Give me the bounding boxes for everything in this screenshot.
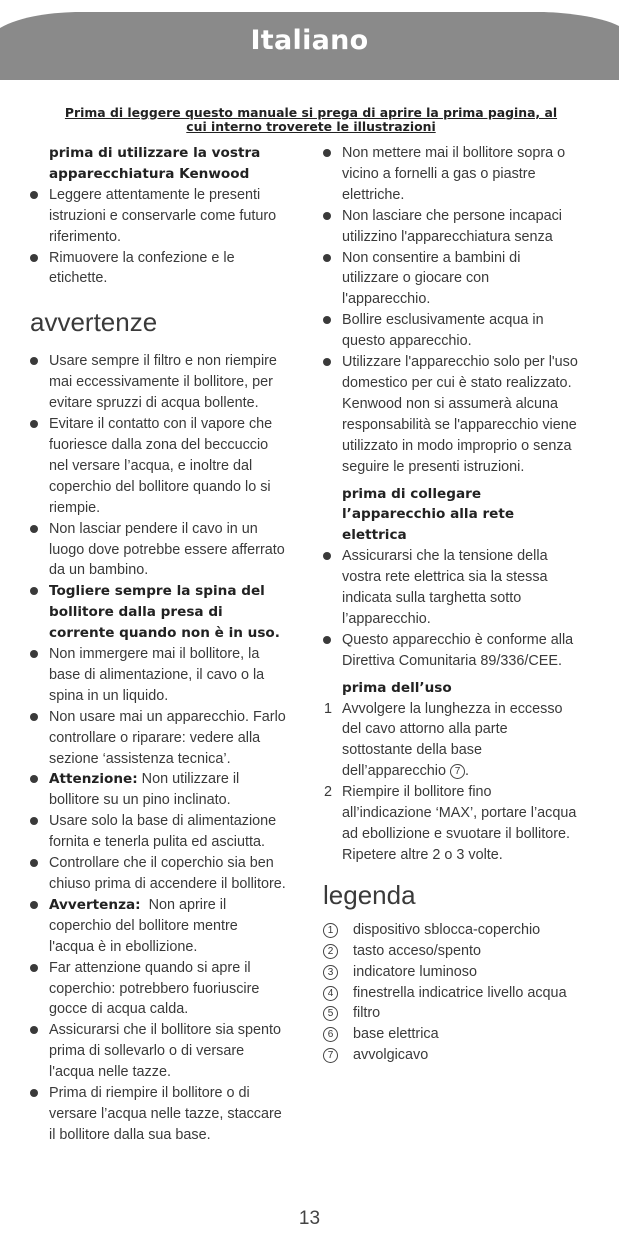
legend-number: 7 xyxy=(323,1048,338,1063)
list-item xyxy=(30,414,302,519)
bullet-icon xyxy=(30,1089,38,1097)
bullet-icon xyxy=(30,357,38,365)
item-line: responsabilità se l'apparecchio viene xyxy=(342,416,577,433)
warning-label: Avvertenza: xyxy=(49,896,141,913)
legend-label: tasto acceso/spento xyxy=(353,942,481,959)
numbered-item xyxy=(323,699,595,783)
legend-label: indicatore luminoso xyxy=(353,963,477,980)
item-line: gocce di acqua calda. xyxy=(49,1001,189,1018)
item-line: utilizzino l'apparecchiatura senza xyxy=(342,228,553,245)
intro-line: Prima di leggere questo manuale si prega di aprire la prima pagina, al xyxy=(64,105,558,120)
item-line: Non consentire a bambini di xyxy=(342,249,521,266)
item-line: all’indicazione ‘MAX’, portare l’acqua xyxy=(342,805,577,822)
item-line: Riempire il bollitore fino xyxy=(342,784,492,801)
item-line: corrente quando non è in uso. xyxy=(49,625,280,642)
bullet-icon xyxy=(30,901,38,909)
list-item xyxy=(30,519,302,582)
item-line: prima di sollevarlo o di versare xyxy=(49,1043,245,1060)
list-item xyxy=(30,769,302,811)
item-text: dell’apparecchio xyxy=(342,763,447,780)
item-line: l'apparecchio. xyxy=(342,291,431,308)
bullet-icon xyxy=(30,254,38,262)
item-line: Questo apparecchio è conforme alla xyxy=(342,631,574,648)
item-line: ad ebollizione e svuotare il bollitore. xyxy=(342,826,570,842)
bullet-icon xyxy=(30,650,38,658)
item-line: del cavo attorno alla parte xyxy=(342,721,508,738)
legend-item xyxy=(323,920,595,941)
bullet-icon xyxy=(30,859,38,867)
item-line: elettriche. xyxy=(342,186,405,203)
item-line: chiuso prima di accendere il bollitore. xyxy=(49,876,286,892)
item-line: riferimento. xyxy=(49,228,121,245)
item-text: Non aprire il xyxy=(148,896,227,913)
item-line: l’apparecchio. xyxy=(342,610,431,627)
legend-number: 6 xyxy=(323,1027,338,1042)
legend-label: filtro xyxy=(353,1005,381,1022)
item-line: luogo dove potrebbe essere afferrato xyxy=(49,541,285,558)
list-item xyxy=(323,630,595,672)
item-line: riempie. xyxy=(49,499,101,516)
item-line: Non usare mai un apparecchio. Farlo xyxy=(49,708,286,725)
first-use-heading xyxy=(323,678,595,699)
page-title: Italiano xyxy=(250,25,369,56)
item-line: seguire le presenti istruzioni. xyxy=(342,458,525,475)
item-line: utilizzare o giocare con xyxy=(342,270,490,287)
list-item xyxy=(30,644,302,707)
item-line: Utilizzare l'apparecchio solo per l'uso xyxy=(342,354,578,371)
item-line: Direttiva Comunitaria 89/336/CEE. xyxy=(342,652,562,669)
legend-item xyxy=(323,1024,595,1045)
item-line: Ripetere altre 2 o 3 volte. xyxy=(342,846,503,863)
attention-label: Attenzione: xyxy=(49,771,138,788)
list-item xyxy=(30,248,302,290)
item-line: coperchio del bollitore mentre xyxy=(49,917,238,934)
legend-number: 1 xyxy=(323,923,338,938)
bullet-icon xyxy=(30,420,38,428)
item-line: domestico per cui è stato realizzato. xyxy=(342,374,572,391)
item-line: istruzioni e conservarle come futuro xyxy=(49,207,277,224)
right-column xyxy=(323,143,595,1066)
bullet-icon xyxy=(30,775,38,783)
bullet-icon xyxy=(323,254,331,262)
legend-number: 4 xyxy=(323,986,338,1001)
item-text-end: . xyxy=(465,763,470,780)
list-item xyxy=(323,546,595,630)
bullet-icon xyxy=(323,636,331,644)
legend-label: finestrella indicatrice livello acqua xyxy=(353,984,567,1001)
item-line: evitare spruzzi di acqua bollente. xyxy=(49,395,259,412)
item-line: Assicurarsi che la tensione della xyxy=(342,548,548,565)
item-line: bollitore dalla presa di xyxy=(49,604,223,621)
figure-ref-7: 7 xyxy=(450,764,465,779)
item-line: controllare o riparare: vedere alla xyxy=(49,729,261,746)
item-line: Assicurarsi che il bollitore sia spento xyxy=(49,1022,281,1039)
header-banner xyxy=(0,0,619,80)
item-line: Avvolgere la lunghezza in eccesso xyxy=(342,700,563,717)
item-line: Leggere attentamente le presenti xyxy=(49,186,261,203)
bullet-icon xyxy=(323,552,331,560)
item-line xyxy=(49,769,302,790)
list-item-bold xyxy=(30,581,302,644)
item-line: base di alimentazione, il cavo o la xyxy=(49,666,265,683)
heading-line: apparecchiatura Kenwood xyxy=(49,165,250,182)
legend-number: 2 xyxy=(323,944,338,959)
intro-note xyxy=(36,106,586,134)
list-item xyxy=(30,853,302,895)
bullet-icon xyxy=(323,358,331,366)
legend-item xyxy=(323,1003,595,1024)
item-line: Usare sempre il filtro e non riempire xyxy=(49,353,277,370)
item-line: Non lasciar pendere il cavo in un xyxy=(49,520,258,537)
bullet-icon xyxy=(323,212,331,220)
item-line: Non mettere mai il bollitore sopra o xyxy=(342,145,566,161)
list-item xyxy=(30,958,302,1021)
heading-line: prima di utilizzare la vostra xyxy=(49,145,261,161)
item-number: 1 xyxy=(324,700,333,717)
legend-number: 3 xyxy=(323,965,338,980)
bullet-icon xyxy=(30,191,38,199)
item-line: Evitare il contatto con il vapore che xyxy=(49,416,273,433)
list-item xyxy=(30,707,302,770)
list-item xyxy=(30,1020,302,1083)
left-column xyxy=(30,143,302,1146)
item-line: Kenwood non si assumerà alcuna xyxy=(342,395,558,412)
list-item xyxy=(30,811,302,853)
legend-item xyxy=(323,941,595,962)
item-line: Controllare che il coperchio sia ben xyxy=(49,855,274,872)
list-item xyxy=(30,1083,302,1146)
list-item xyxy=(323,352,595,477)
item-line: coperchio del bollitore quando lo si xyxy=(49,478,271,495)
numbered-item xyxy=(323,782,595,866)
legend-label: avvolgicavo xyxy=(353,1047,429,1064)
item-line: Prima di riempire il bollitore o di xyxy=(49,1085,250,1102)
list-item xyxy=(323,310,595,352)
bullet-icon xyxy=(30,964,38,972)
item-line: coperchio: potrebbero fuoriuscire xyxy=(49,980,260,997)
item-line: spina in un liquido. xyxy=(49,687,169,704)
item-line: etichette. xyxy=(49,270,108,287)
before-use-heading xyxy=(30,143,302,185)
item-line: Far attenzione quando si apre il xyxy=(49,959,251,976)
list-item xyxy=(323,206,595,248)
item-line xyxy=(342,761,595,782)
legend-number: 5 xyxy=(323,1006,338,1021)
legend-label: base elettrica xyxy=(353,1026,439,1043)
item-line: Togliere sempre la spina del xyxy=(49,583,265,600)
item-line: fuoriesce dalla zona del beccuccio xyxy=(49,436,269,453)
bullet-icon xyxy=(30,1026,38,1034)
page-number: 13 xyxy=(298,1208,321,1229)
bullet-icon xyxy=(30,587,38,595)
legend-label: dispositivo sblocca-coperchio xyxy=(353,921,541,938)
item-line: fornita e tenerla pulita ed asciutta. xyxy=(49,834,265,851)
bullet-icon xyxy=(323,316,331,324)
legend-item xyxy=(323,962,595,983)
item-line: sottostante della base xyxy=(342,742,483,759)
list-item xyxy=(30,185,302,248)
item-line: mai eccessivamente il bollitore, per xyxy=(49,374,273,391)
item-number: 2 xyxy=(324,784,333,801)
bullet-icon xyxy=(30,713,38,721)
item-line: sezione ‘assistenza tecnica’. xyxy=(49,750,231,767)
bullet-icon xyxy=(30,525,38,533)
item-line: bollitore su un pino inclinato. xyxy=(49,792,231,809)
item-line: vicino a fornelli a gas o piastre xyxy=(342,165,536,182)
bullet-icon xyxy=(323,149,331,157)
item-line: Rimuovere la confezione e le xyxy=(49,249,235,266)
item-line: il bollitore dalla sua base. xyxy=(49,1126,211,1143)
list-item xyxy=(323,143,595,206)
heading-line: elettrica xyxy=(342,527,407,544)
intro-line: cui interno troverete le illustrazioni xyxy=(186,119,436,134)
connect-heading xyxy=(323,484,595,547)
item-line: utilizzato in modo improprio o senza xyxy=(342,437,572,454)
heading-line: l’apparecchio alla rete xyxy=(342,506,515,523)
item-line: Usare solo la base di alimentazione xyxy=(49,813,277,830)
item-text: Non utilizzare il xyxy=(141,771,240,788)
legend-item xyxy=(323,1045,595,1066)
item-line: da un bambino. xyxy=(49,562,149,579)
item-line: questo apparecchio. xyxy=(342,333,472,350)
item-line: Non lasciare che persone incapaci xyxy=(342,207,562,224)
legend-item xyxy=(323,983,595,1004)
item-line: l'acqua nelle tazze. xyxy=(49,1064,171,1081)
legend-heading: legenda xyxy=(323,879,416,910)
item-line: nel versare l’acqua, e inoltre dal xyxy=(49,457,253,474)
item-line: vostra rete elettrica sia la stessa xyxy=(342,569,548,586)
item-line: l'acqua è in ebollizione. xyxy=(49,938,198,955)
item-line: versare l’acqua nelle tazze, staccare xyxy=(49,1105,282,1122)
list-item xyxy=(323,248,595,311)
heading-line: prima di collegare xyxy=(342,485,482,502)
item-line: Bollire esclusivamente acqua in xyxy=(342,312,544,329)
item-line: indicata sulla targhetta sotto xyxy=(342,590,522,607)
list-item xyxy=(30,351,302,414)
bullet-icon xyxy=(30,817,38,825)
item-line xyxy=(49,895,302,916)
item-line: Non immergere mai il bollitore, la xyxy=(49,646,260,663)
heading-line: prima dell’uso xyxy=(342,679,452,696)
list-item xyxy=(30,895,302,958)
warnings-heading: avvertenze xyxy=(30,307,158,338)
